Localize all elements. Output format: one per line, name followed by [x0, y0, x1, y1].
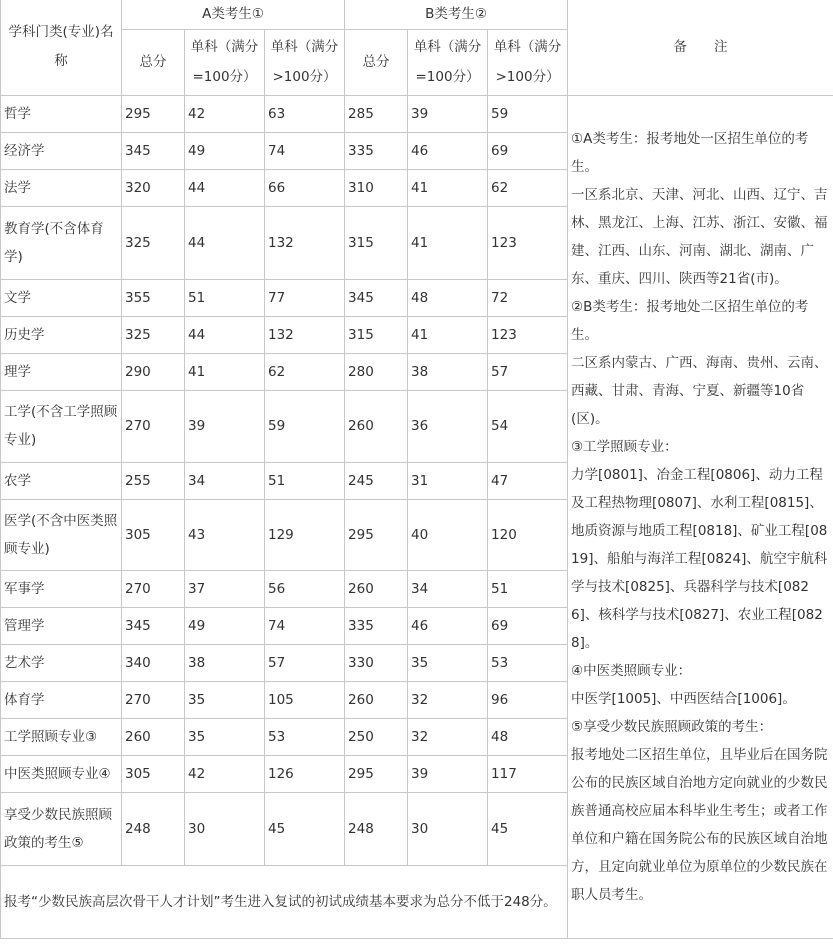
score-cell-b-low: 48: [408, 279, 488, 316]
remark-paragraph: 一区系北京、天津、河北、山西、辽宁、吉林、黑龙江、上海、江苏、浙江、安徽、福建、江西、山东、河南、湖北、湖南、广东、重庆、四川、陕西等21省(市)。: [571, 186, 828, 287]
score-cell-a-low: 44: [185, 316, 265, 353]
score-cell-a-high: 56: [265, 570, 345, 607]
score-cell-b-low: 38: [408, 353, 488, 390]
score-cell-a-high: 51: [265, 462, 345, 499]
score-cell-b-high: 123: [488, 206, 568, 279]
remark-paragraph: 二区系内蒙古、广西、海南、贵州、云南、西藏、甘肃、青海、宁夏、新疆等10省(区)。: [571, 354, 828, 427]
score-cell-b-low: 46: [408, 132, 488, 169]
score-cell-b-high: 47: [488, 462, 568, 499]
remarks-cell: [568, 95, 833, 938]
score-cell-a-low: 30: [185, 792, 265, 865]
score-cell-a-total: 345: [122, 607, 185, 644]
score-cell-a-high: 132: [265, 316, 345, 353]
subject-cell: 工学照顾专业③: [1, 718, 122, 755]
score-cell-b-high: 117: [488, 755, 568, 792]
remark-paragraph: ④中医类照顾专业：: [571, 662, 692, 679]
score-cell-b-total: 250: [345, 718, 408, 755]
score-cell-a-total: 295: [122, 95, 185, 132]
header-a-total: 总分: [122, 29, 185, 95]
header-row-1: [1, 0, 833, 29]
remark-paragraph: 报考地处二区招生单位，且毕业后在国务院公布的民族区域自治地方定向就业的少数民族普通高校应届本科毕业生考生；或者工作单位和户籍在国务院公布的民族区域自治地方，且定向就业单位为原单位的少数民族在职人员考生。: [571, 746, 828, 903]
score-cell-a-total: 345: [122, 132, 185, 169]
score-cell-a-total: 325: [122, 316, 185, 353]
score-cell-b-low: 35: [408, 644, 488, 681]
remark-paragraph: 力学[0801]、冶金工程[0806]、动力工程及工程热物理[0807]、水利工程[0815]、地质资源与地质工程[0818]、矿业工程[0819]、船舶与海洋工程[0824]、航空宇航科学与技术[0825]、兵器科学与技术[0826]、核科学与技术[0827]、农业工程[0828]。: [571, 466, 828, 651]
score-cell-b-high: 51: [488, 570, 568, 607]
score-cell-b-total: 245: [345, 462, 408, 499]
subject-cell: 文学: [1, 279, 122, 316]
subject-cell: 体育学: [1, 681, 122, 718]
score-cell-a-high: 53: [265, 718, 345, 755]
subject-cell: 历史学: [1, 316, 122, 353]
score-cell-b-total: 248: [345, 792, 408, 865]
header-remarks: 备 注: [568, 0, 833, 95]
score-cell-a-high: 45: [265, 792, 345, 865]
score-cell-a-low: 49: [185, 607, 265, 644]
score-cell-b-total: 315: [345, 206, 408, 279]
score-cell-a-total: 248: [122, 792, 185, 865]
score-cell-a-low: 35: [185, 718, 265, 755]
score-cell-a-low: 49: [185, 132, 265, 169]
score-cell-b-low: 41: [408, 316, 488, 353]
score-cell-a-total: 340: [122, 644, 185, 681]
subject-cell: 军事学: [1, 570, 122, 607]
subject-cell: 经济学: [1, 132, 122, 169]
score-cell-a-high: 59: [265, 390, 345, 462]
score-cell-a-high: 74: [265, 132, 345, 169]
header-a-single-low: 单科（满分=100分）: [185, 29, 265, 95]
subject-cell: 法学: [1, 169, 122, 206]
score-cell-a-high: 77: [265, 279, 345, 316]
score-cell-b-low: 39: [408, 755, 488, 792]
remark-paragraph: ②B类考生：报考地处二区招生单位的考生。: [571, 298, 809, 343]
score-cell-b-low: 46: [408, 607, 488, 644]
subject-cell: 艺术学: [1, 644, 122, 681]
score-cell-b-low: 36: [408, 390, 488, 462]
score-cell-b-total: 310: [345, 169, 408, 206]
score-cell-a-total: 320: [122, 169, 185, 206]
score-cell-a-low: 44: [185, 169, 265, 206]
score-cell-a-low: 39: [185, 390, 265, 462]
score-cell-b-high: 120: [488, 499, 568, 570]
table-row: [1, 95, 833, 132]
score-cell-a-low: 41: [185, 353, 265, 390]
score-cell-b-low: 41: [408, 169, 488, 206]
header-subject: 学科门类(专业)名称: [1, 0, 122, 95]
score-cell-b-total: 280: [345, 353, 408, 390]
score-cell-a-total: 260: [122, 718, 185, 755]
header-group-b: B类考生②: [345, 0, 568, 29]
score-cell-b-low: 40: [408, 499, 488, 570]
subject-cell: 中医类照顾专业④: [1, 755, 122, 792]
score-cell-b-low: 31: [408, 462, 488, 499]
score-cell-b-high: 69: [488, 132, 568, 169]
header-group-a: A类考生①: [122, 0, 345, 29]
subject-cell: 管理学: [1, 607, 122, 644]
score-cell-a-high: 62: [265, 353, 345, 390]
score-cell-a-total: 270: [122, 681, 185, 718]
score-cell-b-total: 330: [345, 644, 408, 681]
remark-paragraph: ③工学照顾专业：: [571, 438, 678, 455]
score-cell-b-low: 30: [408, 792, 488, 865]
score-cell-a-low: 44: [185, 206, 265, 279]
header-b-total: 总分: [345, 29, 408, 95]
score-cell-a-high: 63: [265, 95, 345, 132]
score-cell-b-high: 96: [488, 681, 568, 718]
header-b-single-high: 单科（满分>100分）: [488, 29, 568, 95]
score-cell-b-low: 34: [408, 570, 488, 607]
score-cell-a-total: 255: [122, 462, 185, 499]
remark-paragraph: ①A类考生：报考地处一区招生单位的考生。: [571, 130, 809, 175]
score-cell-a-high: 126: [265, 755, 345, 792]
subject-cell: 享受少数民族照顾政策的考生⑤: [1, 792, 122, 865]
score-cell-a-low: 38: [185, 644, 265, 681]
score-cell-a-high: 105: [265, 681, 345, 718]
footer-note: 报考“少数民族高层次骨干人才计划”考生进入复试的初试成绩基本要求为总分不低于248分。: [1, 865, 568, 938]
score-cell-b-low: 39: [408, 95, 488, 132]
score-cell-a-low: 35: [185, 681, 265, 718]
score-cell-a-total: 270: [122, 390, 185, 462]
score-cell-b-low: 32: [408, 718, 488, 755]
score-cell-a-total: 355: [122, 279, 185, 316]
score-cell-b-total: 345: [345, 279, 408, 316]
score-cell-a-total: 305: [122, 755, 185, 792]
score-cell-b-high: 123: [488, 316, 568, 353]
score-cell-b-total: 295: [345, 499, 408, 570]
score-cell-a-high: 132: [265, 206, 345, 279]
score-cell-a-high: 57: [265, 644, 345, 681]
score-cell-b-high: 69: [488, 607, 568, 644]
remark-paragraph: ⑤享受少数民族照顾政策的考生：: [571, 718, 773, 735]
score-cell-b-total: 335: [345, 607, 408, 644]
score-cell-b-total: 260: [345, 681, 408, 718]
score-cell-b-high: 48: [488, 718, 568, 755]
score-cell-b-high: 62: [488, 169, 568, 206]
score-cell-b-total: 260: [345, 390, 408, 462]
subject-cell: 哲学: [1, 95, 122, 132]
score-cell-b-total: 315: [345, 316, 408, 353]
score-cell-b-high: 72: [488, 279, 568, 316]
subject-cell: 教育学(不含体育学): [1, 206, 122, 279]
score-cell-b-total: 295: [345, 755, 408, 792]
score-cell-a-low: 34: [185, 462, 265, 499]
score-cell-b-high: 54: [488, 390, 568, 462]
score-cell-b-low: 32: [408, 681, 488, 718]
score-cell-a-low: 43: [185, 499, 265, 570]
score-cell-a-low: 42: [185, 95, 265, 132]
score-cell-a-high: 129: [265, 499, 345, 570]
score-cell-a-total: 270: [122, 570, 185, 607]
score-cell-b-high: 53: [488, 644, 568, 681]
score-cell-a-low: 42: [185, 755, 265, 792]
subject-cell: 农学: [1, 462, 122, 499]
score-cell-b-high: 59: [488, 95, 568, 132]
score-cell-b-low: 41: [408, 206, 488, 279]
remark-paragraph: 中医学[1005]、中西医结合[1006]。: [571, 690, 796, 707]
score-cell-a-total: 325: [122, 206, 185, 279]
header-a-single-high: 单科（满分>100分）: [265, 29, 345, 95]
score-cell-a-total: 305: [122, 499, 185, 570]
subject-cell: 工学(不含工学照顾专业): [1, 390, 122, 462]
score-cell-a-low: 51: [185, 279, 265, 316]
subject-cell: 理学: [1, 353, 122, 390]
score-cell-b-high: 45: [488, 792, 568, 865]
header-b-single-low: 单科（满分=100分）: [408, 29, 488, 95]
score-cell-b-high: 57: [488, 353, 568, 390]
score-cell-b-total: 260: [345, 570, 408, 607]
score-cell-a-high: 74: [265, 607, 345, 644]
score-cell-a-total: 290: [122, 353, 185, 390]
score-cell-a-low: 37: [185, 570, 265, 607]
score-cell-b-total: 335: [345, 132, 408, 169]
score-cell-b-total: 285: [345, 95, 408, 132]
subject-cell: 医学(不含中医类照顾专业): [1, 499, 122, 570]
score-cell-a-high: 66: [265, 169, 345, 206]
